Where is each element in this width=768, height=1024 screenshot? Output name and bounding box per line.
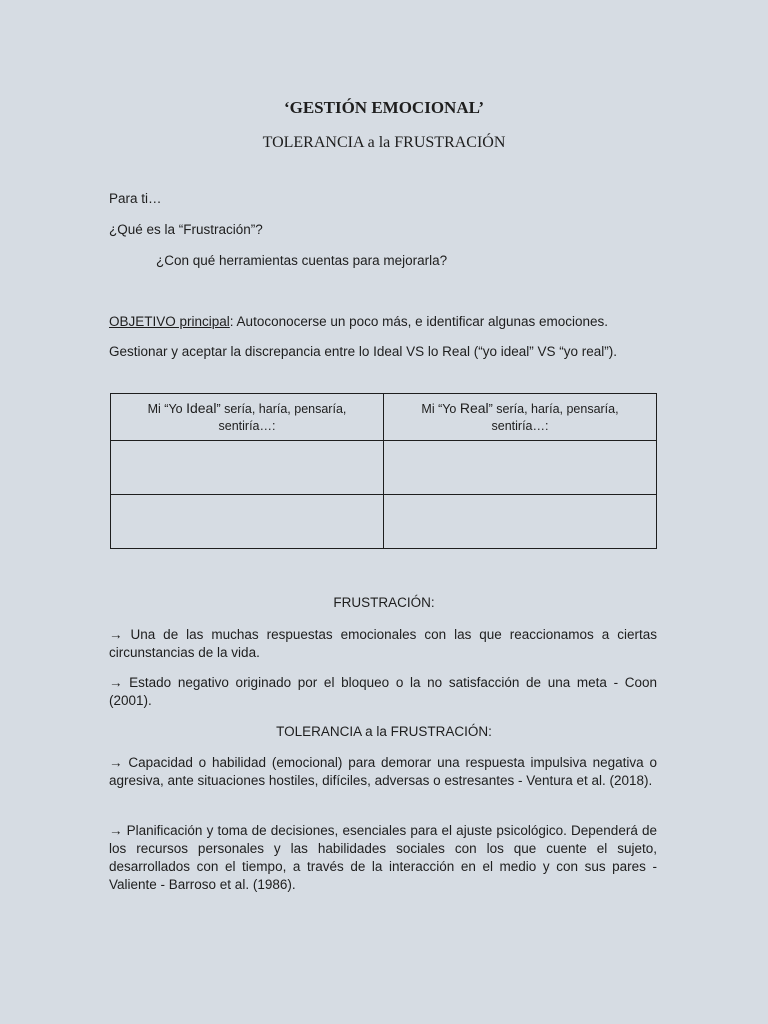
- document-title: ‘GESTIÓN EMOCIONAL’: [283, 98, 485, 117]
- table-cell-real: [384, 495, 657, 549]
- intro-for-you: Para ti…: [109, 191, 162, 206]
- table-header-ideal: [111, 394, 384, 441]
- frustration-item-1: → Una de las muchas respuestas emocionales con las que reaccionamos a ciertas circunstancias de la vida.: [109, 627, 657, 660]
- objective-line: [109, 314, 608, 329]
- header-ideal-post: ” sería, haría, pensaría, sentiría…:: [216, 401, 347, 433]
- table-header-real: [384, 394, 657, 441]
- table-row: [111, 495, 657, 549]
- table-cell-real: [384, 441, 657, 495]
- tolerance-item-1: → Capacidad o habilidad (emocional) para demorar una respuesta impulsiva negativa o agresiva, ante situaciones hostiles, difíciles, adversas o estresantes - Ventura et al. (2018).: [109, 755, 657, 788]
- intro-question-1: ¿Qué es la “Frustración”?: [109, 222, 263, 237]
- tolerance-heading: TOLERANCIA a la FRUSTRACIÓN:: [276, 724, 492, 739]
- document-subtitle: TOLERANCIA a la FRUSTRACIÓN: [262, 134, 506, 151]
- table-header-row: [111, 394, 657, 441]
- table-row: [111, 441, 657, 495]
- header-real-strong: Real: [459, 399, 489, 416]
- tolerance-item-2: → Planificación y toma de decisiones, esenciales para el ajuste psicológico. Dependerá de los recursos personales y las habilidades sociales con los que cuente el sujeto, desarrollados con el tiempo, a través de la interacción en el medio y con sus pares - Valiente - Barroso et al. (1986).: [109, 823, 657, 892]
- manage-line: Gestionar y aceptar la discrepancia entre lo Ideal VS lo Real (“yo ideal” VS “yo real”).: [109, 344, 617, 359]
- header-ideal-strong: Ideal: [186, 399, 217, 416]
- ideal-real-table: [110, 393, 657, 549]
- header-ideal-pre: Mi “Yo: [147, 401, 187, 416]
- table-cell-ideal: [111, 441, 384, 495]
- frustration-heading: FRUSTRACIÓN:: [333, 595, 435, 610]
- frustration-item-2: → Estado negativo originado por el bloqueo o la no satisfacción de una meta - Coon (2001).: [109, 675, 657, 708]
- intro-question-2: ¿Con qué herramientas cuentas para mejorarla?: [156, 253, 448, 268]
- objective-text: : Autoconocerse un poco más, e identificar algunas emociones.: [229, 314, 609, 329]
- header-real-post: ” sería, haría, pensaría, sentiría…:: [488, 401, 619, 433]
- table-cell-ideal: [111, 495, 384, 549]
- header-real-pre: Mi “Yo: [421, 401, 460, 416]
- objective-label: OBJETIVO principal: [109, 314, 230, 329]
